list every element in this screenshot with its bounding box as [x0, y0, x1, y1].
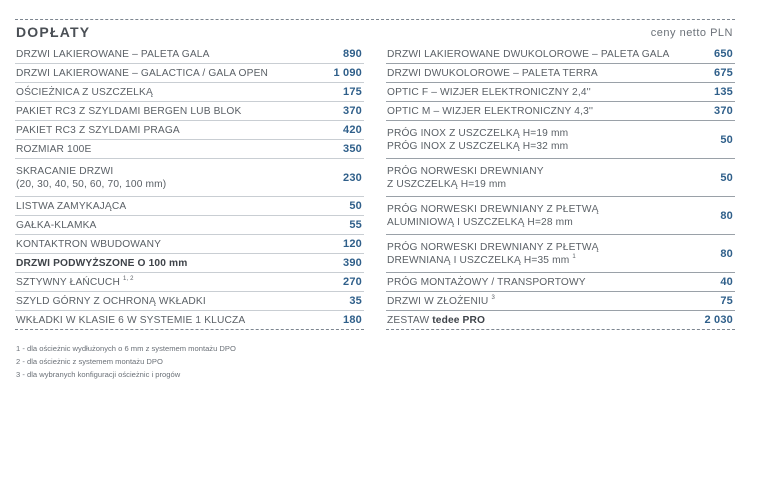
footnote-ref: 3 [491, 295, 495, 302]
item-price: 40 [720, 276, 733, 288]
item-label-text: SZYLD GÓRNY Z OCHRONĄ WKŁADKI [16, 295, 206, 307]
item-price: 230 [343, 171, 362, 184]
price-row [15, 197, 364, 216]
footnote: 2 - dla ościeżnic z systemem montażu DPO [16, 357, 163, 366]
brand-name: tedee PRO [432, 314, 486, 326]
item-price: 50 [720, 171, 733, 184]
item-label-text: PRÓG MONTAŻOWY / TRANSPORTOWY [387, 276, 586, 288]
item-price: 80 [720, 247, 733, 260]
item-label [387, 314, 485, 327]
price-row [15, 102, 364, 121]
price-row [386, 121, 735, 159]
item-label [387, 105, 593, 118]
item-price: 50 [349, 200, 362, 212]
item-label [387, 241, 599, 267]
footnote-ref: 1, 2 [122, 276, 134, 283]
item-price: 1 090 [333, 67, 362, 79]
item-price: 50 [720, 133, 733, 146]
item-label-text: PAKIET RC3 Z SZYLDAMI BERGEN LUB BLOK [16, 105, 242, 117]
price-row [386, 45, 735, 64]
price-row [15, 45, 364, 64]
item-label [387, 276, 586, 289]
item-label [16, 105, 241, 118]
item-label [16, 124, 180, 137]
item-price: 120 [343, 238, 362, 250]
price-row [15, 121, 364, 140]
footnote-ref: 1 [572, 254, 576, 261]
item-label [16, 48, 210, 61]
price-row [15, 235, 364, 254]
item-label-text: PRÓG NORWESKI DREWNIANY Z USZCZELKĄ H=19 mm [387, 165, 544, 190]
item-label-text: PAKIET RC3 Z SZYLDAMI PRAGA [16, 124, 180, 136]
item-label [16, 143, 91, 156]
item-price: 55 [349, 219, 362, 231]
price-row [386, 83, 735, 102]
item-label-text: PRÓG NORWESKI DREWNIANY Z PŁETWĄ ALUMINIOWĄ I USZCZELKĄ H=28 mm [387, 203, 599, 228]
item-label-text: SZTYWNY ŁAŃCUCH [16, 276, 120, 288]
price-row [386, 64, 735, 83]
item-label [387, 67, 598, 80]
right-price-column [386, 45, 735, 330]
item-price: 390 [343, 257, 362, 269]
item-price: 175 [343, 86, 362, 98]
item-label-text: DRZWI LAKIEROWANE – PALETA GALA [16, 48, 210, 60]
item-label-text: ROZMIAR 100E [16, 143, 92, 155]
item-price: 350 [343, 143, 362, 155]
item-label [387, 86, 591, 99]
item-label [387, 203, 599, 229]
price-note: ceny netto PLN [650, 27, 733, 39]
item-label [16, 67, 268, 80]
item-price: 270 [343, 276, 362, 288]
item-label [16, 276, 134, 289]
item-label [16, 86, 153, 99]
item-label [16, 238, 161, 251]
item-label-text: DRZWI LAKIEROWANE – GALACTICA / GALA OPEN [16, 67, 269, 79]
item-label [16, 295, 206, 308]
item-price: 135 [714, 86, 733, 98]
item-label-text: DRZWI PODWYŻSZONE O 100 mm [16, 257, 188, 269]
price-row [386, 102, 735, 121]
item-label-text: OPTIC F – WIZJER ELEKTRONICZNY 2,4'' [387, 86, 591, 98]
price-row [386, 273, 735, 292]
item-label-text: GAŁKA-KLAMKA [16, 219, 97, 231]
item-label-text: PRÓG NORWESKI DREWNIANY Z PŁETWĄ DREWNIANĄ I USZCZELKĄ H=35 mm [387, 241, 599, 266]
top-divider [15, 19, 735, 20]
item-price: 2 030 [704, 314, 733, 326]
item-label-text: ZESTAW [387, 314, 430, 326]
price-row [386, 311, 735, 330]
price-row [15, 64, 364, 83]
item-label-text: SKRACANIE DRZWI (20, 30, 40, 50, 60, 70, 100 mm) [16, 165, 167, 190]
item-price: 35 [349, 295, 362, 307]
item-label-text: DRZWI DWUKOLOROWE – PALETA TERRA [387, 67, 598, 79]
item-price: 675 [714, 67, 733, 79]
item-price: 180 [343, 314, 362, 326]
item-price: 75 [720, 295, 733, 307]
item-label [16, 200, 126, 213]
item-label-text: KONTAKTRON WBUDOWANY [16, 238, 162, 250]
price-row [15, 216, 364, 235]
item-label-text: LISTWA ZAMYKAJĄCA [16, 200, 127, 212]
left-price-column [15, 45, 364, 330]
price-row [15, 311, 364, 330]
item-price: 370 [343, 105, 362, 117]
item-label [16, 257, 187, 270]
price-row [15, 273, 364, 292]
item-label-text: PRÓG INOX Z USZCZELKĄ H=19 mm PRÓG INOX Z USZCZELKĄ H=32 mm [387, 127, 569, 152]
item-price: 420 [343, 124, 362, 136]
item-label [16, 219, 97, 232]
item-label [387, 48, 670, 61]
item-label [387, 127, 568, 153]
item-label-text: WKŁADKI W KLASIE 6 W SYSTEMIE 1 KLUCZA [16, 314, 246, 326]
section-title: DOPŁATY [16, 24, 91, 40]
price-row [386, 292, 735, 311]
price-row [15, 159, 364, 197]
footnote: 1 - dla ościeżnic wydłużonych o 6 mm z systemem montażu DPO [16, 344, 236, 353]
item-price: 370 [714, 105, 733, 117]
price-row [15, 140, 364, 159]
item-label-text: DRZWI LAKIEROWANE DWUKOLOROWE – PALETA GALA [387, 48, 670, 60]
price-row [386, 235, 735, 273]
footnote: 3 - dla wybranych konfiguracji ościeżnic i progów [16, 370, 181, 379]
item-label [387, 295, 495, 308]
item-label [16, 314, 245, 327]
price-row [15, 254, 364, 273]
item-label-text: OŚCIEŻNICA Z USZCZELKĄ [16, 86, 153, 98]
item-price: 650 [714, 48, 733, 60]
price-row [386, 197, 735, 235]
item-label-text: OPTIC M – WIZJER ELEKTRONICZNY 4,3'' [387, 105, 594, 117]
item-label-text: DRZWI W ZŁOŻENIU [387, 295, 489, 307]
item-label [16, 165, 166, 191]
price-row [15, 83, 364, 102]
item-price: 80 [720, 209, 733, 222]
price-row [386, 159, 735, 197]
footnotes [16, 342, 236, 381]
item-price: 890 [343, 48, 362, 60]
item-label [387, 165, 544, 191]
price-row [15, 292, 364, 311]
